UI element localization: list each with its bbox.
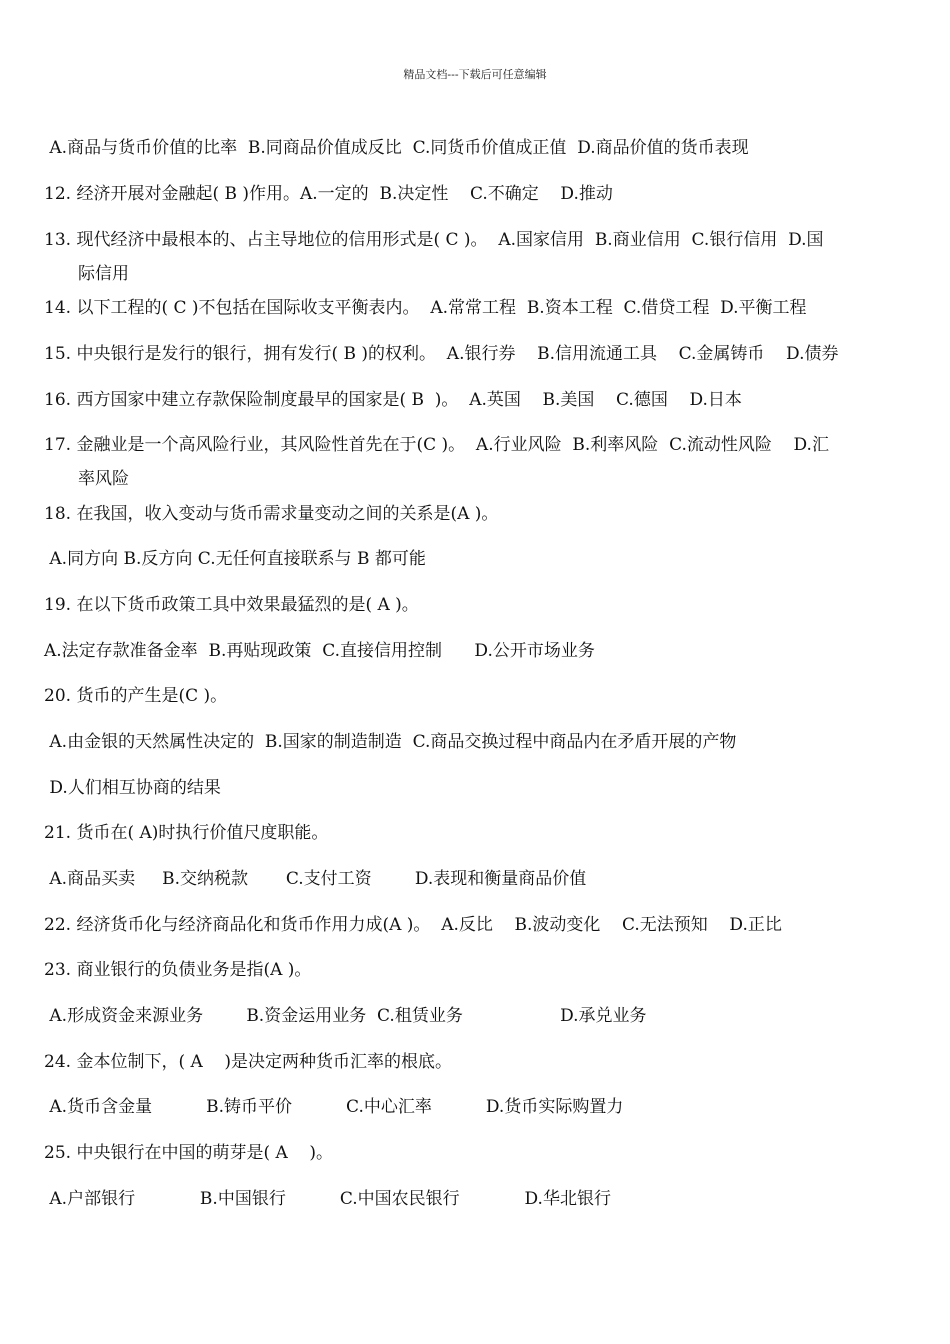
options-20: A.由金银的天然属性决定的 B.国家的制造制造 C.商品交换过程中商品内在矛盾开展的产物 [44, 732, 737, 752]
question-23: 23. 商业银行的负债业务是指(A )。 [44, 960, 312, 980]
question-13: 13. 现代经济中最根本的、占主导地位的信用形式是( C )。 A.国家信用 B.商业信用 C.银行信用 D.国 [44, 230, 824, 250]
question-12: 12. 经济开展对金融起( B )作用。A.一定的 B.决定性 C.不确定 D.推动 [44, 184, 613, 204]
option-line-11: A.商品与货币价值的比率 B.同商品价值成反比 C.同货币价值成正值 D.商品价值的货币表现 [44, 138, 749, 158]
options-25: A.户部银行 B.中国银行 C.中国农民银行 D.华北银行 [44, 1189, 611, 1209]
question-25: 25. 中央银行在中国的萌芽是( A )。 [44, 1143, 333, 1163]
options-21: A.商品买卖 B.交纳税款 C.支付工资 D.表现和衡量商品价值 [44, 869, 587, 889]
question-16: 16. 西方国家中建立存款保险制度最早的国家是( B )。 A.英国 B.美国 C.德国 D.日本 [44, 390, 742, 410]
question-17-continued: 率风险 [78, 469, 129, 489]
question-21: 21. 货币在( A)时执行价值尺度职能。 [44, 823, 329, 843]
question-14: 14. 以下工程的( C )不包括在国际收支平衡表内。 A.常常工程 B.资本工程 C.借贷工程 D.平衡工程 [44, 298, 807, 318]
question-22: 22. 经济货币化与经济商品化和货币作用力成(A )。 A.反比 B.波动变化 C.无法预知 D.正比 [44, 915, 782, 935]
question-24: 24. 金本位制下，( A )是决定两种货币汇率的根底。 [44, 1052, 452, 1072]
question-17: 17. 金融业是一个高风险行业，其风险性首先在于(C )。 A.行业风险 B.利率风险 C.流动性风险 D.汇 [44, 435, 829, 455]
question-18: 18. 在我国，收入变动与货币需求量变动之间的关系是(A )。 [44, 504, 499, 524]
question-13-continued: 际信用 [78, 264, 129, 284]
question-20: 20. 货币的产生是(C )。 [44, 686, 228, 706]
question-19: 19. 在以下货币政策工具中效果最猛烈的是( A )。 [44, 595, 419, 615]
options-24: A.货币含金量 B.铸币平价 C.中心汇率 D.货币实际购置力 [44, 1097, 624, 1117]
page-header-watermark: 精品文档---下载后可任意编辑 [403, 68, 547, 81]
options-20-d: D.人们相互协商的结果 [44, 778, 221, 798]
options-19: A.法定存款准备金率 B.再贴现政策 C.直接信用控制 D.公开市场业务 [44, 641, 595, 661]
options-23: A.形成资金来源业务 B.资金运用业务 C.租赁业务 D.承兑业务 [44, 1006, 647, 1026]
options-18: A.同方向 B.反方向 C.无任何直接联系与 B 都可能 [44, 549, 426, 569]
question-15: 15. 中央银行是发行的银行，拥有发行( B )的权利。 A.银行券 B.信用流通工具 C.金属铸币 D.债券 [44, 344, 839, 364]
